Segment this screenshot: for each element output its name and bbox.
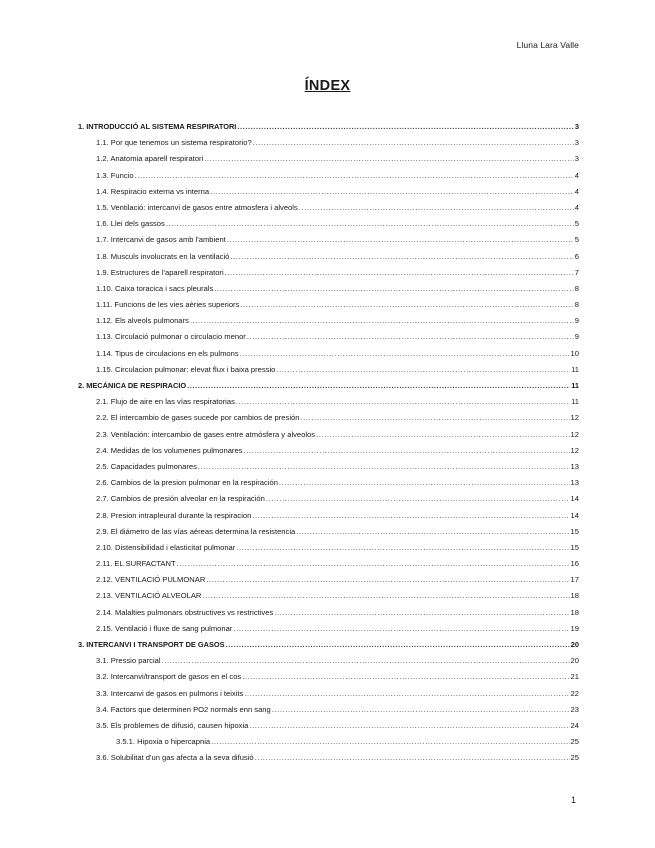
toc-dot-leader (253, 135, 574, 151)
toc-dot-leader (198, 459, 570, 475)
toc-entry[interactable] (78, 459, 579, 475)
toc-entry-page: 14 (570, 494, 579, 504)
toc-dot-leader (202, 588, 569, 604)
toc-entry-label: 1.4. Respiracio externa vs interna (96, 186, 210, 196)
toc-dot-leader (274, 605, 569, 621)
toc-entry-page: 22 (570, 688, 579, 698)
toc-entry-label: 3.5.1. Hipoxia o hipercapnia (116, 737, 211, 747)
toc-entry[interactable] (78, 734, 579, 750)
toc-entry[interactable] (78, 151, 579, 167)
toc-entry-label: 1.2. Anatomia aparell respiratori (96, 154, 204, 164)
toc-entry-label: 3.5. Els problemes de difusió, causen hipoxia (96, 720, 249, 730)
toc-dot-leader (272, 702, 570, 718)
toc-entry-page: 11 (571, 397, 579, 407)
toc-dot-leader (279, 475, 570, 491)
toc-entry[interactable] (78, 378, 579, 394)
toc-entry[interactable] (78, 200, 579, 216)
toc-entry[interactable] (78, 265, 579, 281)
toc-entry-page: 12 (570, 413, 579, 423)
toc-entry[interactable] (78, 313, 579, 329)
toc-entry[interactable] (78, 168, 579, 184)
page-number: 1 (570, 795, 576, 805)
toc-entry-label: 1.9. Estructures de l'aparell respiratori (96, 267, 224, 277)
toc-entry-label: 3.2. Intercanvi/transport de gasos en el cos (96, 672, 242, 682)
page-title: ÍNDEX (304, 78, 351, 94)
toc-entry[interactable] (78, 718, 579, 734)
toc-entry-label: 2.8. Presion intrapleural durante la respiracion (96, 510, 252, 520)
toc-entry-label: 2.2. El intercambio de gases sucede por cambios de presión (96, 413, 300, 423)
toc-entry[interactable] (78, 556, 579, 572)
toc-entry-page: 11 (571, 364, 579, 374)
toc-dot-leader (247, 329, 574, 345)
toc-entry-page: 4 (574, 202, 579, 212)
toc-dot-leader (300, 410, 569, 426)
toc-entry-label: 2.9. El diámetro de las vías aéreas determina la resistencia (96, 526, 296, 536)
toc-entry[interactable] (78, 297, 579, 313)
toc-entry[interactable] (78, 637, 579, 653)
toc-entry-page: 11 (571, 381, 579, 390)
toc-entry[interactable] (78, 346, 579, 362)
toc-dot-leader (236, 540, 569, 556)
toc-entry-page: 9 (574, 332, 579, 342)
toc-entry-page: 20 (570, 656, 579, 666)
toc-entry-page: 4 (574, 186, 579, 196)
toc-dot-leader (135, 168, 574, 184)
toc-entry-label: 3.6. Solubilitat d'un gas afecta a la seva difusió (96, 753, 254, 763)
toc-entry-page: 3 (574, 122, 579, 131)
toc-entry-label: 2.14. Malalties pulmonars obstructives vs restrictives (96, 607, 274, 617)
toc-entry-page: 10 (570, 348, 579, 358)
toc-entry[interactable] (78, 410, 579, 426)
header-author: Lluna Lara Valle (516, 40, 579, 50)
toc-entry-label: 1. INTRODUCCIÓ AL SISTEMA RESPIRATORI (78, 122, 237, 131)
toc-entry[interactable] (78, 362, 579, 378)
toc-entry[interactable] (78, 119, 579, 135)
toc-dot-leader (243, 443, 569, 459)
toc-dot-leader (236, 394, 570, 410)
toc-dot-leader (210, 184, 574, 200)
toc-dot-leader (255, 750, 570, 766)
toc-entry-page: 15 (570, 526, 579, 536)
toc-entry-label: 1.10. Caixa toracica i sacs pleurals (96, 283, 214, 293)
toc-entry-page: 8 (574, 283, 579, 293)
toc-entry-label: 1.12. Els alveols pulmonars (96, 316, 189, 326)
toc-entry-page: 24 (570, 720, 579, 730)
toc-entry[interactable] (78, 491, 579, 507)
toc-entry[interactable] (78, 621, 579, 637)
toc-entry[interactable] (78, 249, 579, 265)
toc-entry[interactable] (78, 232, 579, 248)
toc-entry-label: 2.4. Medidas de los volumenes pulmonares (96, 445, 243, 455)
toc-entry-page: 12 (570, 429, 579, 439)
toc-entry-page: 14 (570, 510, 579, 520)
toc-entry[interactable] (78, 653, 579, 669)
toc-entry[interactable] (78, 508, 579, 524)
toc-entry-page: 13 (570, 461, 579, 471)
toc-dot-leader (276, 362, 570, 378)
toc-entry[interactable] (78, 750, 579, 766)
toc-entry[interactable] (78, 184, 579, 200)
toc-entry-page: 16 (570, 559, 579, 569)
toc-dot-leader (227, 232, 574, 248)
toc-dot-leader (166, 216, 574, 232)
toc-entry-label: 2.10. Distensibilidad i elasticitat pulmonar (96, 542, 236, 552)
toc-entry-page: 20 (570, 640, 579, 649)
toc-dot-leader (252, 508, 569, 524)
toc-entry-label: 1.14. Tipus de circulacions en els pulmons (96, 348, 239, 358)
toc-dot-leader (204, 151, 574, 167)
toc-entry-label: 1.6. Llei dels gassos (96, 219, 165, 229)
toc-entry-page: 6 (574, 251, 579, 261)
toc-entry-label: 2.13. VENTILACIÓ ALVEOLAR (96, 591, 202, 601)
toc-entry[interactable] (78, 394, 579, 410)
toc-entry-label: 2.6. Cambios de la presion pulmonar en la respiración (96, 478, 278, 488)
toc-entry-label: 3.3. Intercanvi de gasos en pulmons i teixits (96, 688, 244, 698)
toc-dot-leader (244, 686, 569, 702)
toc-entry[interactable] (78, 135, 579, 151)
table-of-contents (78, 119, 579, 767)
toc-entry[interactable] (78, 329, 579, 345)
toc-entry-label: 3.4. Factors que determinen PO2 normals enn sang (96, 704, 271, 714)
toc-entry[interactable] (78, 669, 579, 685)
toc-entry-label: 1.15. Circulacion pulmonar: elevat flux i baixa pressio (96, 364, 276, 374)
toc-dot-leader (230, 249, 573, 265)
toc-dot-leader (233, 621, 569, 637)
toc-entry-page: 25 (570, 753, 579, 763)
toc-entry-page: 18 (570, 591, 579, 601)
toc-dot-leader (266, 491, 570, 507)
toc-entry-label: 2.12. VENTILACIÓ PULMONAR (96, 575, 206, 585)
toc-entry-label: 1.7. Intercanvi de gasos amb l'ambient (96, 235, 226, 245)
toc-dot-leader (214, 281, 573, 297)
toc-entry-label: 2.1. Flujo de aire en las vías respiratorias (96, 397, 235, 407)
toc-entry-page: 3 (574, 154, 579, 164)
toc-dot-leader (296, 524, 569, 540)
toc-dot-leader (211, 734, 569, 750)
toc-entry-label: 3. INTERCANVI I TRANSPORT DE GASOS (78, 640, 225, 649)
toc-entry-label: 1.3. Funcio (96, 170, 134, 180)
toc-entry-page: 7 (574, 267, 579, 277)
toc-entry-page: 3 (574, 138, 579, 148)
toc-dot-leader (225, 265, 574, 281)
toc-entry-page: 5 (574, 219, 579, 229)
toc-entry-page: 25 (570, 737, 579, 747)
toc-entry-label: 1.11. Funcions de les vies aèries superiors (96, 300, 240, 310)
toc-entry-page: 15 (570, 542, 579, 552)
toc-entry[interactable] (78, 281, 579, 297)
toc-entry[interactable] (78, 524, 579, 540)
toc-entry-label: 1.1. Por que tenemos un sistema respiratorio? (96, 138, 252, 148)
toc-entry-page: 5 (574, 235, 579, 245)
toc-entry-page: 19 (570, 623, 579, 633)
toc-dot-leader (206, 572, 569, 588)
toc-dot-leader (237, 119, 574, 135)
toc-entry[interactable] (78, 588, 579, 604)
toc-dot-leader (240, 346, 570, 362)
toc-entry[interactable] (78, 427, 579, 443)
toc-dot-leader (249, 718, 569, 734)
toc-entry-page: 23 (570, 704, 579, 714)
toc-entry[interactable] (78, 216, 579, 232)
toc-entry[interactable] (78, 605, 579, 621)
toc-entry-label: 2.5. Capacidades pulmonares (96, 461, 197, 471)
toc-entry-label: 2.15. Ventilació i fluxe de sang pulmonar (96, 623, 233, 633)
toc-entry-label: 2.3. Ventilación: intercambio de gases entre atmósfera y alveolos (96, 429, 316, 439)
toc-entry[interactable] (78, 572, 579, 588)
toc-dot-leader (190, 313, 574, 329)
toc-dot-leader (242, 669, 569, 685)
toc-entry-page: 18 (570, 607, 579, 617)
toc-entry-label: 1.5. Ventilació: intercanvi de gasos entre atmosfera i alveols (96, 202, 298, 212)
toc-entry-label: 3.1. Pressio parcial (96, 656, 161, 666)
toc-entry-label: 2.7. Cambios de presión alveolar en la respiración (96, 494, 265, 504)
toc-dot-leader (299, 200, 574, 216)
toc-entry-page: 4 (574, 170, 579, 180)
toc-entry-label: 1.13. Circulació pulmonar o circulacio menor (96, 332, 246, 342)
toc-entry-label: 2. MECÁNICA DE RESPIRACIO (78, 381, 187, 390)
toc-dot-leader (162, 653, 570, 669)
toc-entry[interactable] (78, 702, 579, 718)
toc-entry-page: 9 (574, 316, 579, 326)
toc-entry-page: 12 (570, 445, 579, 455)
toc-entry-page: 17 (570, 575, 579, 585)
toc-entry[interactable] (78, 540, 579, 556)
toc-entry-page: 13 (570, 478, 579, 488)
toc-dot-leader (187, 378, 570, 394)
toc-entry[interactable] (78, 475, 579, 491)
toc-entry-page: 8 (574, 300, 579, 310)
toc-dot-leader (240, 297, 573, 313)
toc-dot-leader (226, 637, 570, 653)
toc-entry-page: 21 (570, 672, 579, 682)
toc-entry[interactable] (78, 443, 579, 459)
toc-dot-leader (316, 427, 569, 443)
toc-entry[interactable] (78, 686, 579, 702)
toc-entry-label: 2.11. EL SURFACTANT (96, 559, 176, 569)
toc-dot-leader (177, 556, 570, 572)
toc-entry-label: 1.8. Musculs involucrats en la ventilació (96, 251, 230, 261)
